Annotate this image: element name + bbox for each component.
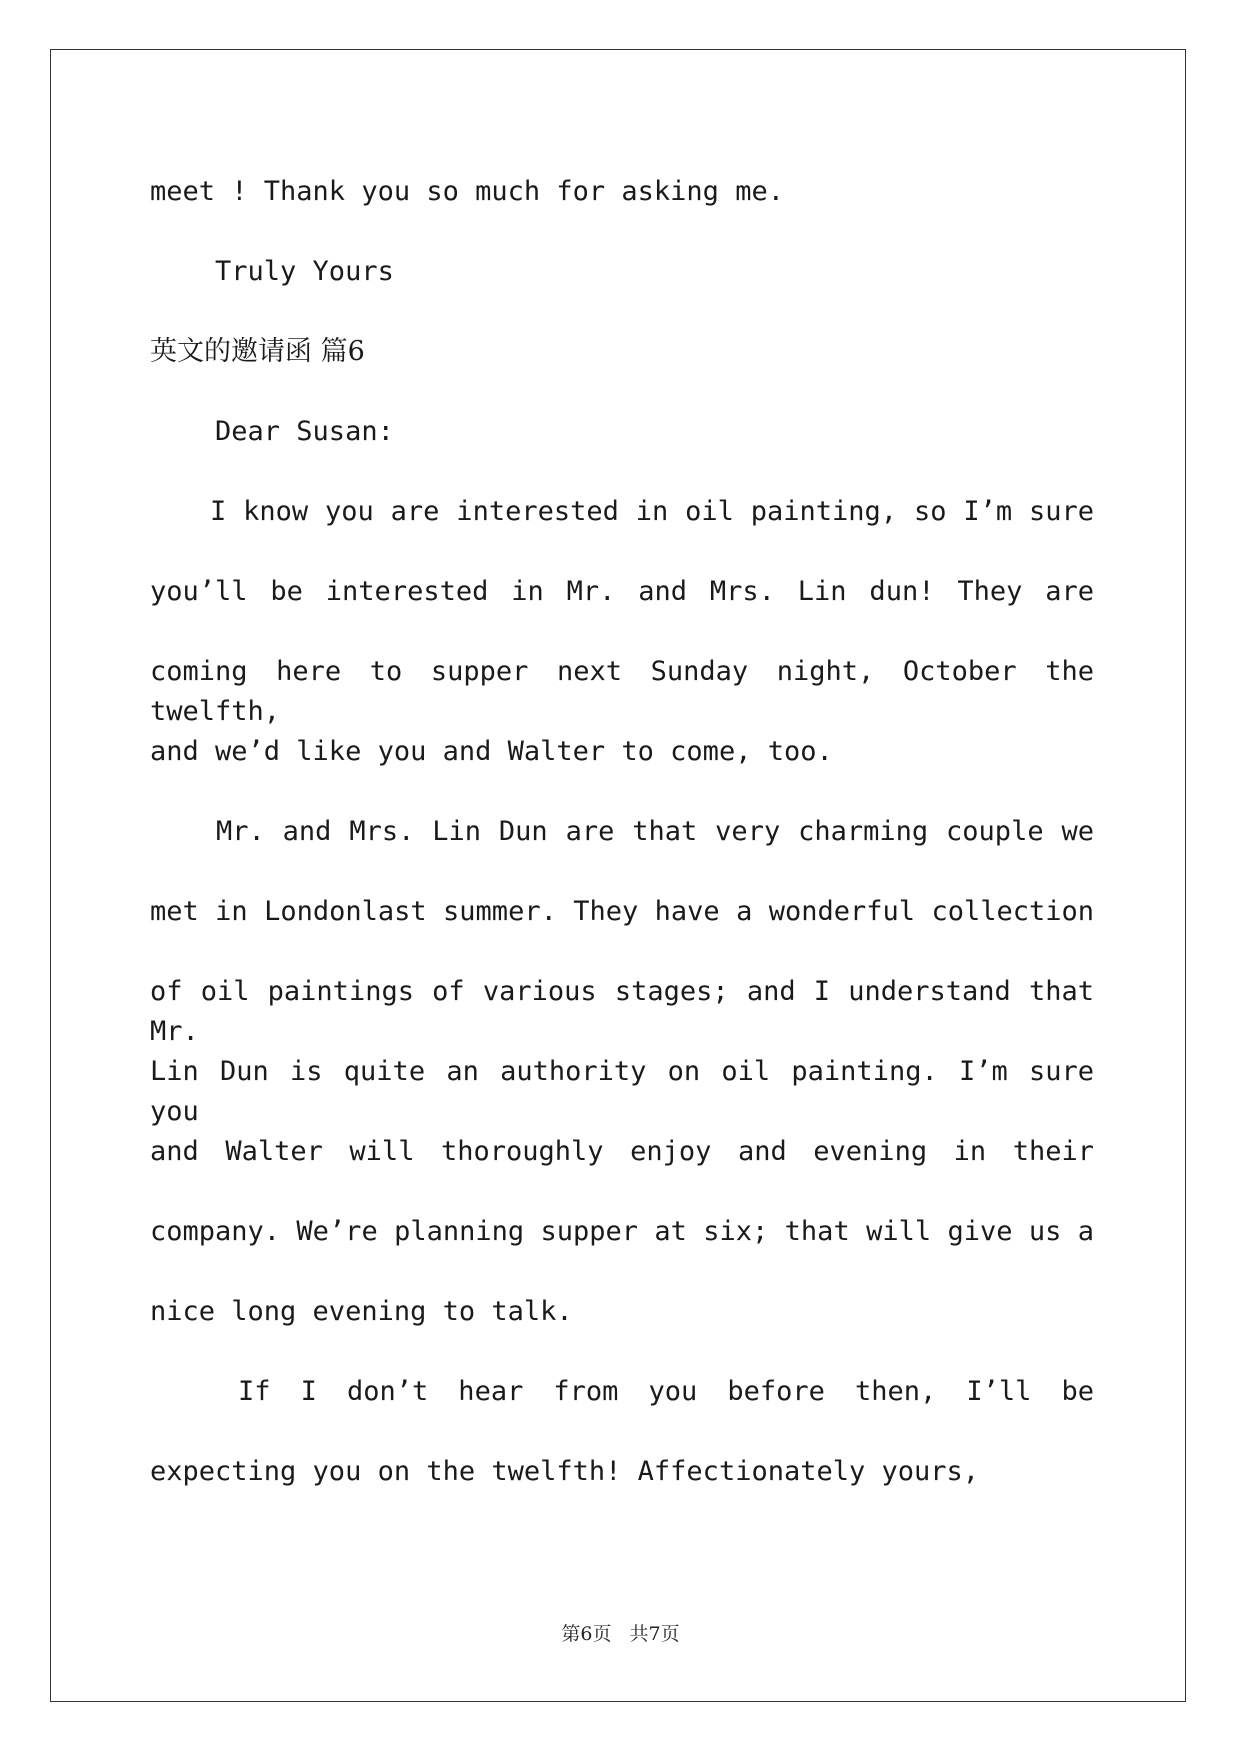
text-line-12: Lin Dun is quite an authority on oil painting. I’m sure you: [150, 1056, 1094, 1127]
text-line-17: expecting you on the twelfth! Affectionately yours,: [150, 1456, 980, 1487]
section-heading: 英文的邀请函 篇6: [150, 336, 365, 367]
text-line-15: nice long evening to talk.: [150, 1296, 573, 1327]
text-line-9: Mr. and Mrs. Lin Dun are that very charming couple we: [216, 816, 1094, 847]
text-line-13: and Walter will thoroughly enjoy and evening in their: [150, 1136, 1094, 1167]
text-line-10: met in Londonlast summer. They have a wonderful collection: [150, 896, 1094, 927]
text-line-1: meet ! Thank you so much for asking me.: [150, 176, 784, 207]
text-line-11: of oil paintings of various stages; and I understand that Mr.: [150, 976, 1094, 1047]
text-line-2: Truly Yours: [150, 256, 394, 287]
page-footer: [0, 1622, 1241, 1646]
page-total: 共7页: [629, 1623, 680, 1645]
text-line-16: If I don’t hear from you before then, I’ll be: [238, 1376, 1094, 1407]
text-line-5: I know you are interested in oil painting, so I’m sure: [210, 496, 1094, 527]
text-line-6: you’ll be interested in Mr. and Mrs. Lin dun! They are: [150, 576, 1094, 607]
text-line-14: company. We’re planning supper at six; that will give us a: [150, 1216, 1094, 1247]
page-number: 第6页: [561, 1623, 612, 1645]
text-line-8: and we’d like you and Walter to come, too.: [150, 736, 833, 767]
text-line-4: Dear Susan:: [150, 416, 394, 447]
text-line-7: coming here to supper next Sunday night, October the twelfth,: [150, 656, 1094, 727]
